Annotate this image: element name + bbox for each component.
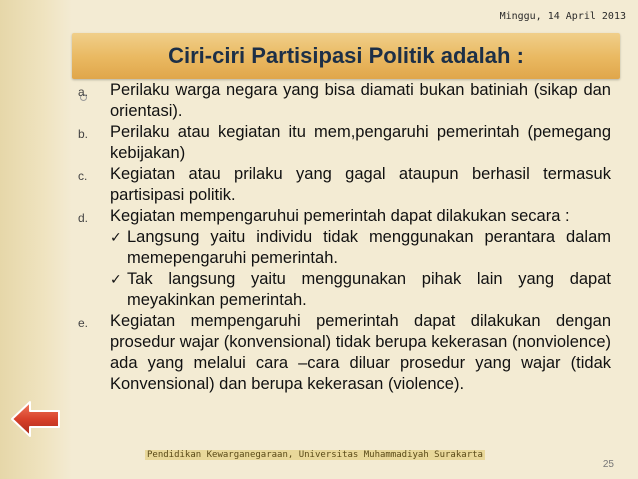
slide-title: Ciri-ciri Partisipasi Politik adalah : (168, 43, 524, 68)
item-marker: d. (78, 211, 89, 225)
item-text: Kegiatan atau prilaku yang gagal ataupun berhasil termasuk partisipasi politik. (110, 165, 611, 204)
item-body (110, 206, 611, 311)
sub-item-text: Langsung yaitu individu tidak menggunakan perantara dalam memepengaruhi pemerintah. (127, 228, 611, 267)
list-item (78, 164, 611, 206)
sub-item-text: Tak langsung yaitu menggunakan pihak lain yang dapat meyakinkan pemerintah. (127, 270, 611, 309)
list-item (78, 122, 611, 164)
content-list (78, 80, 611, 395)
item-text: Kegiatan mempengaruhi pemerintah dapat dilakukan dengan prosedur wajar (konvensional) tidak berupa kekerasan (nonviolence) ada yang melalui cara –cara diluar prosedur yang wajar (tidak Konvensional) dan berupa kekerasan (violence). (110, 312, 611, 393)
date-label: Minggu, 14 April 2013 (499, 11, 626, 22)
item-marker: a. (78, 85, 89, 99)
list-item (78, 311, 611, 395)
item-text: Kegiatan mempengaruhui pemerintah dapat dilakukan secara : (110, 207, 570, 225)
sub-list-item (110, 269, 611, 311)
item-marker: c. (78, 169, 88, 183)
list-item (78, 206, 611, 311)
list-item (78, 80, 611, 122)
item-marker: b. (78, 127, 89, 141)
left-arrow-icon (10, 400, 62, 438)
checkmark-icon: ✓ (110, 271, 122, 287)
sub-list (110, 227, 611, 311)
title-bar (72, 33, 620, 79)
item-marker: e. (78, 316, 89, 330)
sub-list-item (110, 227, 611, 269)
back-arrow-button[interactable] (10, 400, 62, 438)
item-text: Perilaku atau kegiatan itu mem,pengaruhi pemerintah (pemegang kebijakan) (110, 123, 611, 162)
footer-text: Pendidikan Kewarganegaraan, Universitas Muhammadiyah Surakarta (147, 450, 483, 460)
item-text: Perilaku warga negara yang bisa diamati bukan batiniah (sikap dan orientasi). (110, 81, 611, 120)
checkmark-icon: ✓ (110, 229, 122, 245)
page-number: 25 (602, 459, 614, 470)
